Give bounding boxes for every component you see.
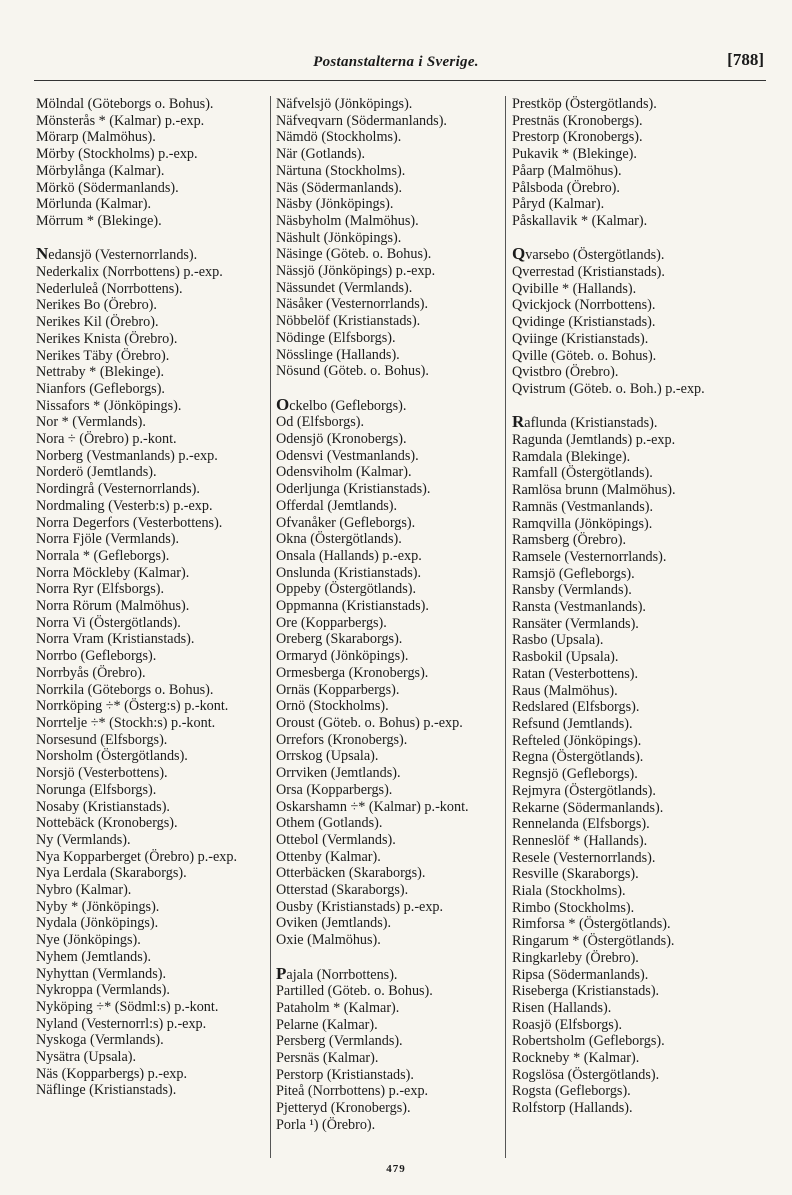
list-item: Pjetteryd (Kronobergs). <box>276 1100 411 1117</box>
list-item: Mörkö (Södermanlands). <box>36 179 179 196</box>
list-item: Ofvanåker (Gefleborgs). <box>276 514 416 531</box>
list-item: Nederluleå (Norrbottens). <box>36 280 183 297</box>
list-item: Nya Kopparberget (Örebro) p.-exp. <box>36 848 238 865</box>
list-item: Qvibille * (Hallands). <box>512 280 637 297</box>
list-item: Oderljunga (Kristianstads). <box>276 481 431 498</box>
list-item: Nettraby * (Blekinge). <box>36 364 165 381</box>
list-item: Norrkila (Göteborgs o. Bohus). <box>36 681 214 698</box>
list-item: Rimforsa * (Östergötlands). <box>512 916 671 933</box>
list-item: Norra Degerfors (Vesterbottens). <box>36 514 223 531</box>
list-item: Nöbbelöf (Kristianstads). <box>276 313 421 330</box>
list-item: Ny (Vermlands). <box>36 831 131 848</box>
list-item: Rekarne (Södermanlands). <box>512 799 664 816</box>
list-item: Oviken (Jemtlands). <box>276 915 392 932</box>
page-label: [788] <box>727 50 764 69</box>
list-item: Ramsele (Vesternorrlands). <box>512 548 667 565</box>
list-item: Nämdö (Stockholms). <box>276 129 402 146</box>
list-item: Norrbyås (Örebro). <box>36 664 146 681</box>
list-item: Mörbylånga (Kalmar). <box>36 162 165 179</box>
list-item: Persnäs (Kalmar). <box>276 1050 379 1067</box>
list-item: Ramqvilla (Jönköpings). <box>512 515 653 532</box>
list-item: Qvickjock (Norrbottens). <box>512 297 656 314</box>
list-item: Nykroppa (Vermlands). <box>36 982 170 999</box>
list-item: Norra Rörum (Malmöhus). <box>36 598 190 615</box>
list-item: Nässjö (Jönköpings) p.-exp. <box>276 263 436 280</box>
list-item: Risen (Hallands). <box>512 999 612 1016</box>
list-item: Nissafors * (Jönköpings). <box>36 397 182 414</box>
section-initial: Q <box>512 244 526 264</box>
list-item: Ore (Kopparbergs). <box>276 614 387 631</box>
list-item: Orsa (Kopparbergs). <box>276 781 393 798</box>
list-item: Norra Fjöle (Vermlands). <box>36 531 180 548</box>
list-item: Mörrum * (Blekinge). <box>36 212 162 229</box>
list-item: Norrtelje ÷* (Stockh:s) p.-kont. <box>36 715 216 731</box>
list-item: Nösund (Göteb. o. Bohus). <box>276 363 429 380</box>
list-item: Nyland (Vesternorrl:s) p.-exp. <box>36 1015 207 1032</box>
list-item: Norsesund (Elfsborgs). <box>36 731 168 748</box>
list-item: Ringarum * (Östergötlands). <box>512 933 675 950</box>
list-item: Norra Vram (Kristianstads). <box>36 631 195 648</box>
list-item: Oskarshamn ÷* (Kalmar) p.-kont. <box>276 798 469 815</box>
list-item: Regna (Östergötlands). <box>512 749 644 766</box>
list-item: Pataholm * (Kalmar). <box>276 999 400 1016</box>
list-item: Ornö (Stockholms). <box>276 698 389 715</box>
list-item: Orrviken (Jemtlands). <box>276 765 401 782</box>
list-item: Piteå (Norrbottens) p.-exp. <box>276 1083 429 1100</box>
section-initial: N <box>36 244 49 264</box>
list-item: Norunga (Elfsborgs). <box>36 781 157 798</box>
list-item: Nysätra (Upsala). <box>36 1049 137 1066</box>
list-item: Raflunda (Kristianstads). <box>512 412 658 432</box>
list-item: Robertsholm (Gefleborgs). <box>512 1033 665 1050</box>
list-item: Mörarp (Malmöhus). <box>36 129 156 146</box>
list-item: Rogsta (Gefleborgs). <box>512 1083 631 1100</box>
list-item: Norberg (Vestmanlands) p.-exp. <box>36 447 218 464</box>
list-item: Oppeby (Östergötlands). <box>276 581 417 598</box>
list-item: Nyköping ÷* (Södml:s) p.-kont. <box>36 998 219 1015</box>
list-item: Qville (Göteb. o. Bohus). <box>512 347 657 364</box>
list-item: Rolfstorp (Hallands). <box>512 1100 633 1117</box>
list-item: Näs (Kopparbergs) p.-exp. <box>36 1065 188 1082</box>
list-item: Norra Möckleby (Kalmar). <box>36 564 190 581</box>
list-item: Mörby (Stockholms) p.-exp. <box>36 146 198 163</box>
list-item: Odensjö (Kronobergs). <box>276 431 407 448</box>
list-item: Nordingrå (Vesternorrlands). <box>36 481 200 498</box>
list-item: Nor * (Vermlands). <box>36 414 146 431</box>
list-item: Refsund (Jemtlands). <box>512 715 633 732</box>
list-item: Nedansjö (Vesternorrlands). <box>36 244 198 264</box>
list-item: Odensviholm (Kalmar). <box>276 464 412 481</box>
list-item: Porla ¹) (Örebro). <box>276 1116 376 1133</box>
list-item: Norra Ryr (Elfsborgs). <box>36 581 165 598</box>
list-item: Oxie (Malmöhus). <box>276 932 381 949</box>
list-item: Ratan (Vesterbottens). <box>512 665 639 682</box>
list-item: Ousby (Kristianstads) p.-exp. <box>276 898 444 915</box>
list-item: Rockneby * (Kalmar). <box>512 1050 640 1067</box>
list-item: Nyskoga (Vermlands). <box>36 1032 164 1049</box>
list-item: Odensvi (Vestmanlands). <box>276 447 419 464</box>
list-item: Ottebol (Vermlands). <box>276 831 396 848</box>
list-item: Prestköp (Östergötlands). <box>512 96 657 112</box>
list-item: Näs (Södermanlands). <box>276 179 403 196</box>
list-item: Ramdala (Blekinge). <box>512 448 631 465</box>
list-item: Mörlunda (Kalmar). <box>36 196 152 213</box>
list-item: Pajala (Norrbottens). <box>276 963 398 983</box>
list-item: Okna (Östergötlands). <box>276 531 402 548</box>
list-item: Norsholm (Östergötlands). <box>36 748 188 765</box>
column-1 <box>36 96 266 1156</box>
list-item: Prestorp (Kronobergs). <box>512 129 643 146</box>
list-item: Ransäter (Vermlands). <box>512 615 639 632</box>
column-3 <box>512 96 774 1156</box>
list-item: Qvistrum (Göteb. o. Boh.) p.-exp. <box>512 380 705 397</box>
list-item: Otterbäcken (Skaraborgs). <box>276 865 426 882</box>
list-item: Mölndal (Göteborgs o. Bohus). <box>36 96 214 112</box>
list-item: Näsinge (Göteb. o. Bohus). <box>276 246 432 263</box>
list-item: Offerdal (Jemtlands). <box>276 497 398 514</box>
section-initial: R <box>512 412 525 432</box>
list-item: Ringkarleby (Örebro). <box>512 949 639 966</box>
list-item: Nora ÷ (Örebro) p.-kont. <box>36 431 177 448</box>
list-item: Påryd (Kalmar). <box>512 196 605 213</box>
list-item: Otterstad (Skaraborgs). <box>276 882 409 899</box>
list-item: Nydala (Jönköpings). <box>36 915 159 932</box>
list-item: Ockelbo (Gefleborgs). <box>276 394 407 414</box>
list-item: Nye (Jönköpings). <box>36 932 141 949</box>
list-item: Roasjö (Elfsborgs). <box>512 1016 623 1033</box>
list-item: Ransby (Vermlands). <box>512 582 632 599</box>
list-item: Ormaryd (Jönköpings). <box>276 648 409 665</box>
list-item: Prestnäs (Kronobergs). <box>512 112 643 129</box>
list-item: Rogslösa (Östergötlands). <box>512 1066 660 1083</box>
list-item: Norrköping ÷* (Österg:s) p.-kont. <box>36 698 229 715</box>
list-item: Näfveqvarn (Södermanlands). <box>276 112 447 129</box>
list-item: Nyhyttan (Vermlands). <box>36 965 167 982</box>
list-item: Näsåker (Vesternorrlands). <box>276 296 429 313</box>
column-divider <box>270 96 271 1158</box>
list-item: Ramlösa brunn (Malmöhus). <box>512 482 676 499</box>
list-item: Perstorp (Kristianstads). <box>276 1066 414 1083</box>
list-item: Riseberga (Kristianstads). <box>512 983 660 1000</box>
list-item: Qvidinge (Kristianstads). <box>512 314 656 331</box>
list-item: Ramsberg (Örebro). <box>512 532 626 549</box>
list-item: Närtuna (Stockholms). <box>276 162 406 179</box>
list-item: Onslunda (Kristianstads). <box>276 564 422 581</box>
list-item: Nerikes Knista (Örebro). <box>36 330 178 347</box>
list-item: Partilled (Göteb. o. Bohus). <box>276 983 433 1000</box>
list-item: Näsby (Jönköpings). <box>276 196 394 213</box>
list-item: Regnsjö (Gefleborgs). <box>512 766 638 783</box>
list-item: Oroust (Göteb. o. Bohus) p.-exp. <box>276 715 463 731</box>
list-item: Mönsterås * (Kalmar) p.-exp. <box>36 112 205 129</box>
list-item: Resville (Skaraborgs). <box>512 866 639 883</box>
list-item: Nya Lerdala (Skaraborgs). <box>36 865 187 882</box>
list-item: Ramsjö (Gefleborgs). <box>512 565 635 582</box>
list-item: Othem (Gotlands). <box>276 815 383 832</box>
list-item: Rejmyra (Östergötlands). <box>512 782 656 799</box>
list-item: Näshult (Jönköpings). <box>276 229 402 246</box>
list-item: Orrefors (Kronobergs). <box>276 731 408 748</box>
list-item: Nybro (Kalmar). <box>36 882 132 899</box>
list-item: Redslared (Elfsborgs). <box>512 699 640 716</box>
list-item: Nösslinge (Hallands). <box>276 346 400 363</box>
list-item: Norderö (Jemtlands). <box>36 464 157 481</box>
section-initial: P <box>276 963 287 983</box>
list-item: Nyhem (Jemtlands). <box>36 948 152 965</box>
list-item: Raus (Malmöhus). <box>512 682 618 699</box>
list-item: Pålsboda (Örebro). <box>512 179 620 196</box>
list-item: Pukavik * (Blekinge). <box>512 146 637 163</box>
list-item: Renneslöf * (Hallands). <box>512 832 648 849</box>
list-item: Nottebäck (Kronobergs). <box>36 815 178 832</box>
list-item: Ottenby (Kalmar). <box>276 848 381 865</box>
section-initial: O <box>276 394 290 414</box>
list-item: Nerikes Täby (Örebro). <box>36 347 170 364</box>
page-number: 479 <box>386 1163 406 1175</box>
list-item: Norrbo (Gefleborgs). <box>36 648 157 665</box>
list-item: Nerikes Bo (Örebro). <box>36 297 157 314</box>
column-2 <box>276 96 504 1156</box>
list-item: Resele (Vesternorrlands). <box>512 849 656 866</box>
list-item: Nordmaling (Vesterb:s) p.-exp. <box>36 497 213 514</box>
list-item: Ripsa (Södermanlands). <box>512 966 649 983</box>
list-item: Ragunda (Jemtlands) p.-exp. <box>512 432 676 449</box>
list-item: När (Gotlands). <box>276 146 366 163</box>
list-item: Rennelanda (Elfsborgs). <box>512 816 650 833</box>
list-item: Nödinge (Elfsborgs). <box>276 329 396 346</box>
list-item: Norrala * (Gefleborgs). <box>36 547 170 564</box>
list-item: Näfvelsjö (Jönköpings). <box>276 96 413 112</box>
list-item: Qviinge (Kristianstads). <box>512 330 649 347</box>
list-item: Onsala (Hallands) p.-exp. <box>276 547 422 564</box>
header-rule <box>34 80 766 81</box>
list-item: Ramfall (Östergötlands). <box>512 465 653 482</box>
list-item: Qvarsebo (Östergötlands). <box>512 244 665 264</box>
list-item: Rasbokil (Upsala). <box>512 649 619 666</box>
list-item: Oreberg (Skaraborgs). <box>276 631 403 648</box>
list-item: Rasbo (Upsala). <box>512 632 604 649</box>
list-item: Nyby * (Jönköpings). <box>36 898 160 915</box>
list-item: Nässundet (Vermlands). <box>276 279 413 296</box>
list-item: Nianfors (Gefleborgs). <box>36 380 165 397</box>
list-item: Riala (Stockholms). <box>512 883 626 900</box>
list-item: Nerikes Kil (Örebro). <box>36 314 159 331</box>
list-item: Påskallavik * (Kalmar). <box>512 212 648 229</box>
page-title: Postanstalterna i Sverige. <box>313 54 479 70</box>
list-item: Näflinge (Kristianstads). <box>36 1082 177 1099</box>
list-item: Qvistbro (Örebro). <box>512 364 619 381</box>
list-item: Pelarne (Kalmar). <box>276 1016 378 1033</box>
list-item: Qverrestad (Kristianstads). <box>512 264 665 281</box>
column-divider <box>505 96 506 1158</box>
list-item: Norsjö (Vesterbottens). <box>36 765 168 782</box>
list-item: Ransta (Vestmanlands). <box>512 599 646 616</box>
list-item: Od (Elfsborgs). <box>276 414 365 431</box>
list-item: Rimbo (Stockholms). <box>512 899 635 916</box>
list-item: Orrskog (Upsala). <box>276 748 379 765</box>
list-item: Ornäs (Kopparbergs). <box>276 681 400 698</box>
list-item: Nosaby (Kristianstads). <box>36 798 170 815</box>
list-item: Ramnäs (Vestmanlands). <box>512 498 654 515</box>
list-item: Oppmanna (Kristianstads). <box>276 598 429 615</box>
list-item: Påarp (Malmöhus). <box>512 162 622 179</box>
list-item: Persberg (Vermlands). <box>276 1033 403 1050</box>
list-item: Nederkalix (Norrbottens) p.-exp. <box>36 264 223 281</box>
list-item: Ormesberga (Kronobergs). <box>276 664 429 681</box>
list-item: Refteled (Jönköpings). <box>512 732 642 749</box>
list-item: Norra Vi (Östergötlands). <box>36 614 181 631</box>
list-item: Näsbyholm (Malmöhus). <box>276 212 419 229</box>
